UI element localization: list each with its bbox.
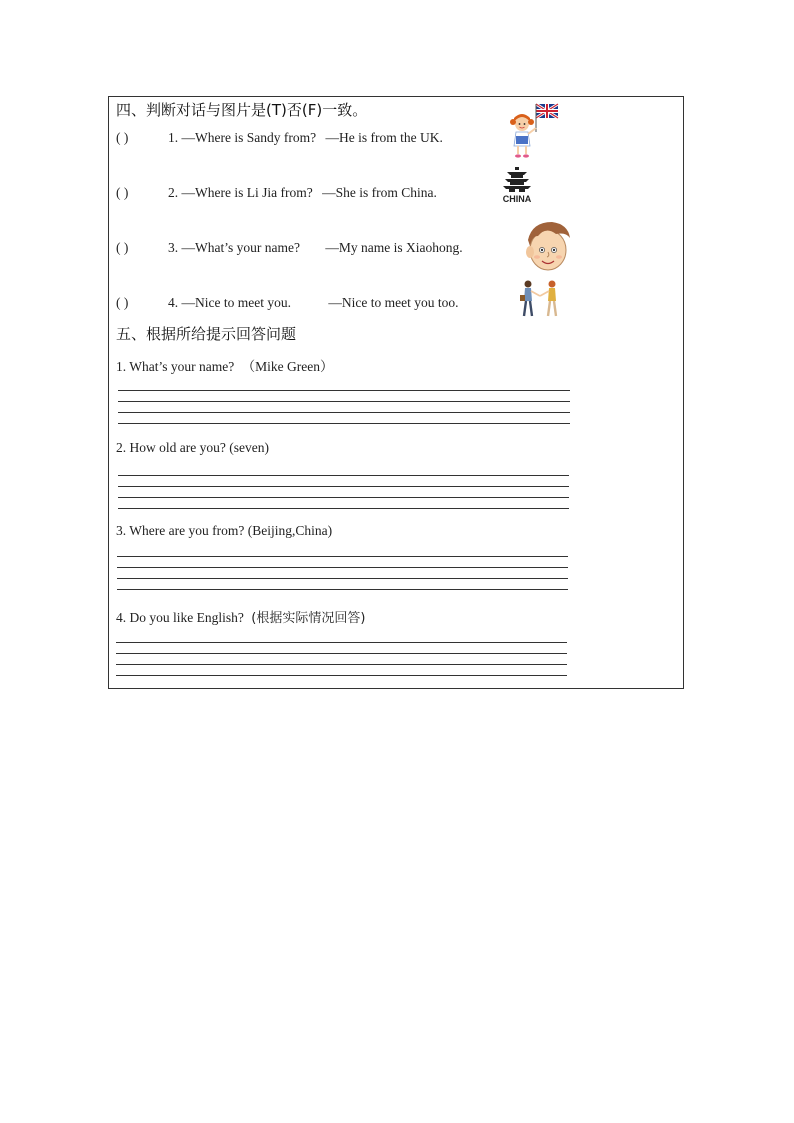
answer-text: —She is from China. [322,185,437,200]
writing-line[interactable] [117,556,568,557]
item-number: 3. [168,240,179,255]
writing-line[interactable] [118,412,570,413]
question-text: 3. Where are you from? [116,523,245,538]
judge-item-1 [116,130,443,146]
china-pagoda-logo-icon [498,166,536,204]
writing-line[interactable] [118,423,570,424]
question-hint: (seven) [229,440,269,455]
question-text: 1. What’s your name? [116,359,235,374]
cartoon-boy-face-icon [522,218,572,274]
question-text: —What’s your name? [181,240,300,255]
writing-line[interactable] [117,589,568,590]
writing-line[interactable] [118,475,569,476]
question-hint: (根据实际情况回答) [251,611,366,626]
answer-blank[interactable]: ( ) [116,295,129,310]
answer-text: —My name is Xiaohong. [325,240,463,255]
question-text: 4. Do you like English? [116,610,244,625]
writing-line[interactable] [116,653,567,654]
answer-question-4 [116,607,365,626]
item-number: 4. [168,295,179,310]
answer-question-3 [116,523,332,539]
question-hint: (Beijing,China) [247,523,333,538]
writing-line[interactable] [118,401,570,402]
question-hint: （Mike Green） [241,359,334,374]
writing-line[interactable] [118,390,570,391]
answer-question-2 [116,440,269,456]
writing-line[interactable] [116,675,567,676]
answer-text: —He is from the UK. [325,130,443,145]
section5-heading: 五、根据所给提示回答问题 [116,325,297,343]
writing-line[interactable] [116,642,567,643]
question-text: —Where is Sandy from? [181,130,317,145]
question-text: 2. How old are you? [116,440,226,455]
answer-blank[interactable]: ( ) [116,185,129,200]
item-number: 1. [168,130,179,145]
writing-line[interactable] [118,508,569,509]
two-people-shaking-hands-icon [518,279,564,319]
item-number: 2. [168,185,179,200]
writing-line[interactable] [116,664,567,665]
answer-text: —Nice to meet you too. [328,295,459,310]
girl-with-uk-flag-icon [506,102,560,160]
writing-line[interactable] [117,567,568,568]
writing-line[interactable] [117,578,568,579]
section4-heading: 四、判断对话与图片是(T)否(F)一致。 [116,101,368,119]
answer-question-1 [116,355,333,375]
writing-line[interactable] [118,486,569,487]
judge-item-2 [116,185,437,201]
writing-line[interactable] [118,497,569,498]
judge-item-3 [116,240,463,256]
answer-blank[interactable]: ( ) [116,130,129,145]
question-text: —Where is Li Jia from? [181,185,313,200]
judge-item-4 [116,295,458,311]
answer-blank[interactable]: ( ) [116,240,129,255]
china-logo-text: CHINA [502,194,532,204]
question-text: —Nice to meet you. [181,295,291,310]
